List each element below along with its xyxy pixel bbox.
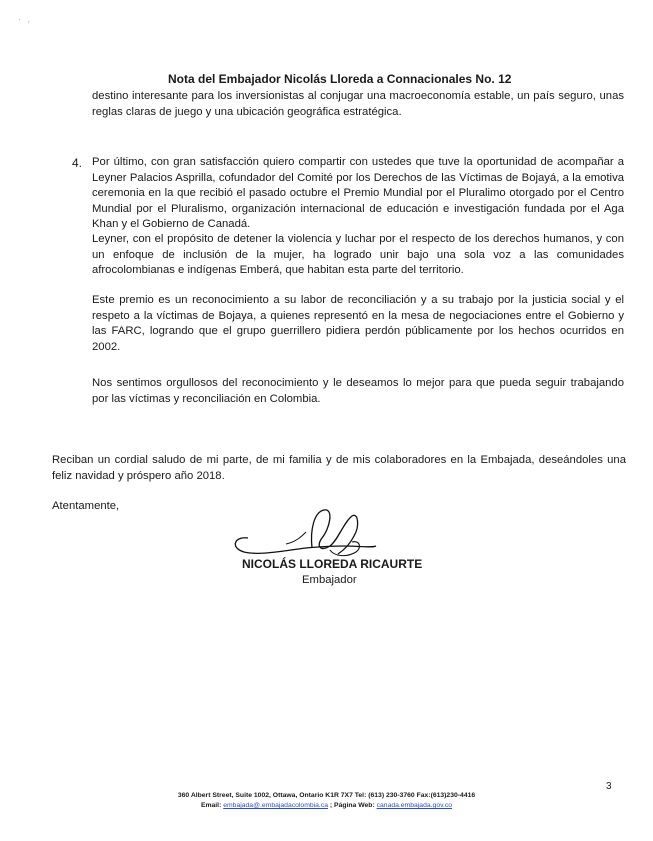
regards: Atentamente, <box>52 500 120 512</box>
footer-email-link[interactable]: embajada@.embajadacolombia.ca <box>223 802 328 809</box>
intro-paragraph: destino interesante para los inversionistas al conjugar una macroeconomía estable, un país seguro, unas reglas claras de juego y una ubicación geográfica estratégica. <box>92 90 624 118</box>
page-title: Nota del Embajador Nicolás Lloreda a Connacionales No. 12 <box>168 72 512 86</box>
corner-mark: · , <box>18 14 32 24</box>
footer-web-label: ; Página Web: <box>329 802 375 809</box>
closing-paragraph: Reciban un cordial saludo de mi parte, de mi familia y de mis colaboradores en la Embajada, deseándoles una feliz navidad y próspero año 2018. <box>52 454 626 482</box>
footer-email-label: Email: <box>200 802 222 809</box>
footer-contact <box>0 802 653 809</box>
footer-web-link[interactable]: canada.embajada.gov.co <box>376 802 453 809</box>
paragraph-pride: Nos sentimos orgullosos del reconocimiento y le deseamos lo mejor para que pueda seguir trabajando por las víctimas y reconciliación en Colombia. <box>92 377 624 405</box>
list-item-number: 4. <box>72 156 83 170</box>
signer-role: Embajador <box>302 574 357 586</box>
paragraph-award: Por último, con gran satisfacción quiero compartir con ustedes que tuve la oportunidad de acompañar a Leyner Palacios Asprilla, cofundador del Comité por los Derechos de las Víctimas de Bojayá, a la emotiva ceremonia en la que recibió el pasado octubre el Premio Mundial por el Pluralimo otorgado por el Centro Mundial por el Pluralismo, organización internacional de educación e investigación fundada por el Aga Khan y el Gobierno de Canadá. <box>92 156 624 231</box>
footer-address: 360 Albert Street, Suite 1002, Ottawa, Ontario K1R 7X7 Tel: (613) 230-3760 Fax:(613)230-4416 <box>177 792 476 799</box>
signer-name: NICOLÁS LLOREDA RICAURTE <box>242 557 423 571</box>
page-number: 3 <box>606 781 612 792</box>
paragraph-recognition: Este premio es un reconocimiento a su labor de reconciliación y a su trabajo por la justicia social y el respeto a la víctimas de Bojaya, a quienes representó en la mesa de negociaciones entre el Gobierno y las FARC, logrando que el grupo guerrillero pidiera perdón públicamente por los hechos ocurridos en 2002. <box>92 294 624 353</box>
paragraph-leyner: Leyner, con el propósito de detener la violencia y luchar por el respecto de los derechos humanos, y con un enfoque de inclusión de la mujer, ha logrado unir bajo una sola voz a las comunidades afrocolombianas e indígenas Emberá, que habitan esta parte del territorio. <box>92 233 624 277</box>
